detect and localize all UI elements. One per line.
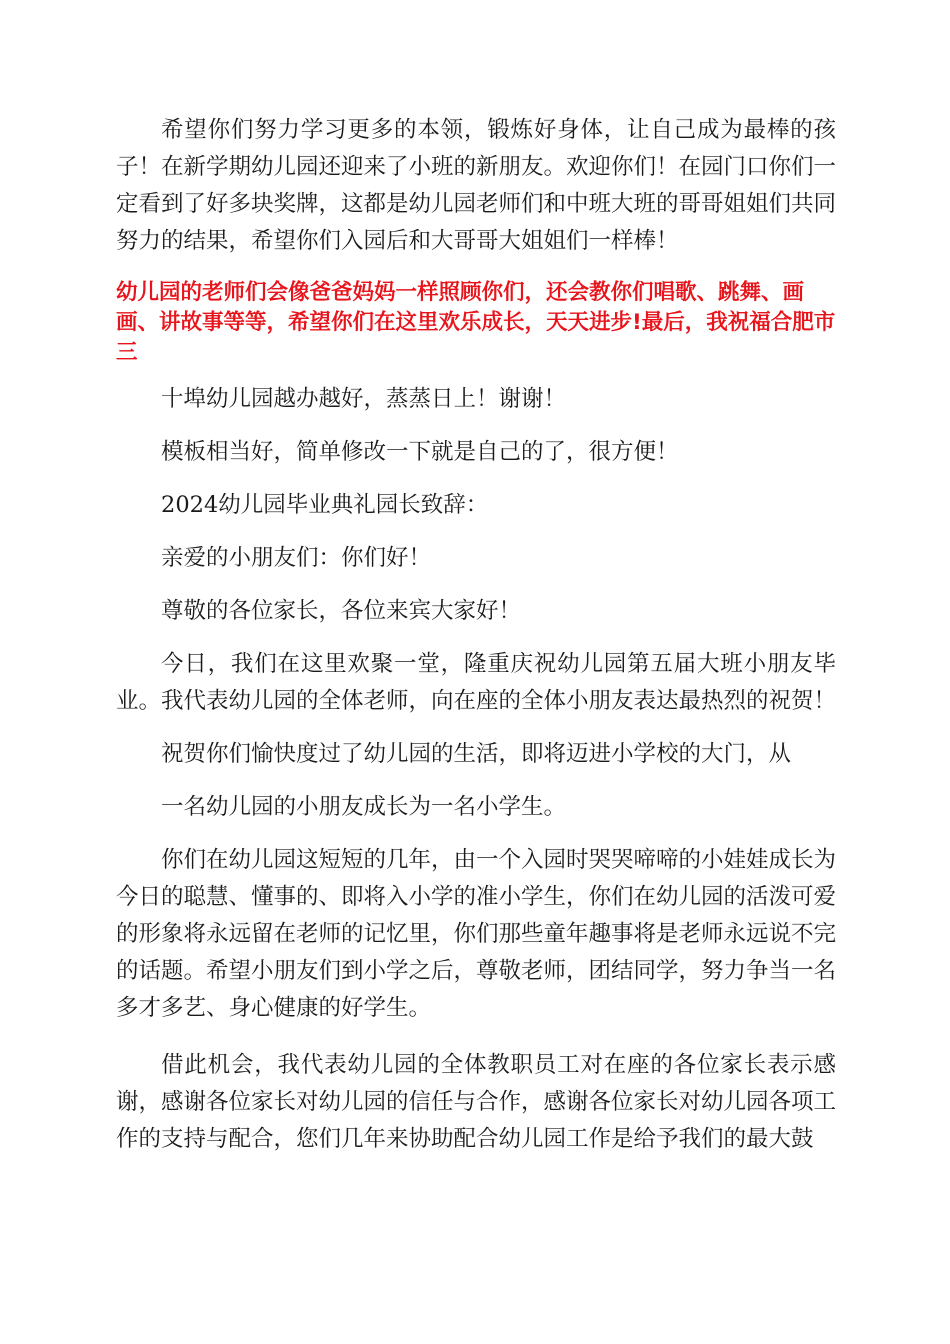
paragraph-3: 十埠幼儿园越办越好，蒸蒸日上！谢谢！ — [161, 386, 567, 412]
paragraph-4: 模板相当好，简单修改一下就是自己的了，很方便！ — [161, 439, 679, 465]
paragraph-11: 你们在幼儿园这短短的几年，由一个入园时哭哭啼啼的小娃娃成长为今日的聪慧、懂事的、即将入小学的准小学生，你们在幼儿园的活泼可爱的形象将永远留在老师的记忆里，你们那些童年趣事将是老师永远说不完的话题。希望小朋友们到小学之后，尊敬老师，团结同学，努力争当一名多才多艺、身心健康的好学生。 — [116, 847, 837, 1021]
paragraph-10: 一名幼儿园的小朋友成长为一名小学生。 — [161, 794, 567, 820]
paragraph-9: 祝贺你们愉快度过了幼儿园的生活，即将迈进小学校的大门，从 — [161, 741, 792, 767]
paragraph-1: 希望你们努力学习更多的本领，锻炼好身体，让自己成为最棒的孩子！在新学期幼儿园还迎来了小班的新朋友。欢迎你们！在园门口你们一定看到了好多块奖牌，这都是幼儿园老师们和中班大班的哥哥姐姐们共同努力的结果，希望你们入园后和大哥哥大姐姐们一样棒！ — [116, 117, 837, 254]
document-page — [116, 112, 836, 1158]
greeting-children: 亲爱的小朋友们：你们好！ — [161, 545, 432, 571]
greeting-parents: 尊敬的各位家长，各位来宾大家好！ — [161, 598, 522, 624]
highlighted-paragraph: 幼儿园的老师们会像爸爸妈妈一样照顾你们，还会教你们唱歌、跳舞、画画、讲故事等等，希望你们在这里欢乐成长，天天进步!最后，我祝福合肥市三 — [116, 280, 836, 365]
paragraph-8: 今日，我们在这里欢聚一堂，隆重庆祝幼儿园第五届大班小朋友毕业。我代表幼儿园的全体老师，向在座的全体小朋友表达最热烈的祝贺！ — [116, 651, 837, 714]
speech-title: 2024幼儿园毕业典礼园长致辞： — [161, 492, 489, 518]
paragraph-12: 借此机会，我代表幼儿园的全体教职员工对在座的各位家长表示感谢，感谢各位家长对幼儿园的信任与合作，感谢各位家长对幼儿园各项工作的支持与配合，您们几年来协助配合幼儿园工作是给予我们的最大鼓 — [116, 1052, 837, 1152]
